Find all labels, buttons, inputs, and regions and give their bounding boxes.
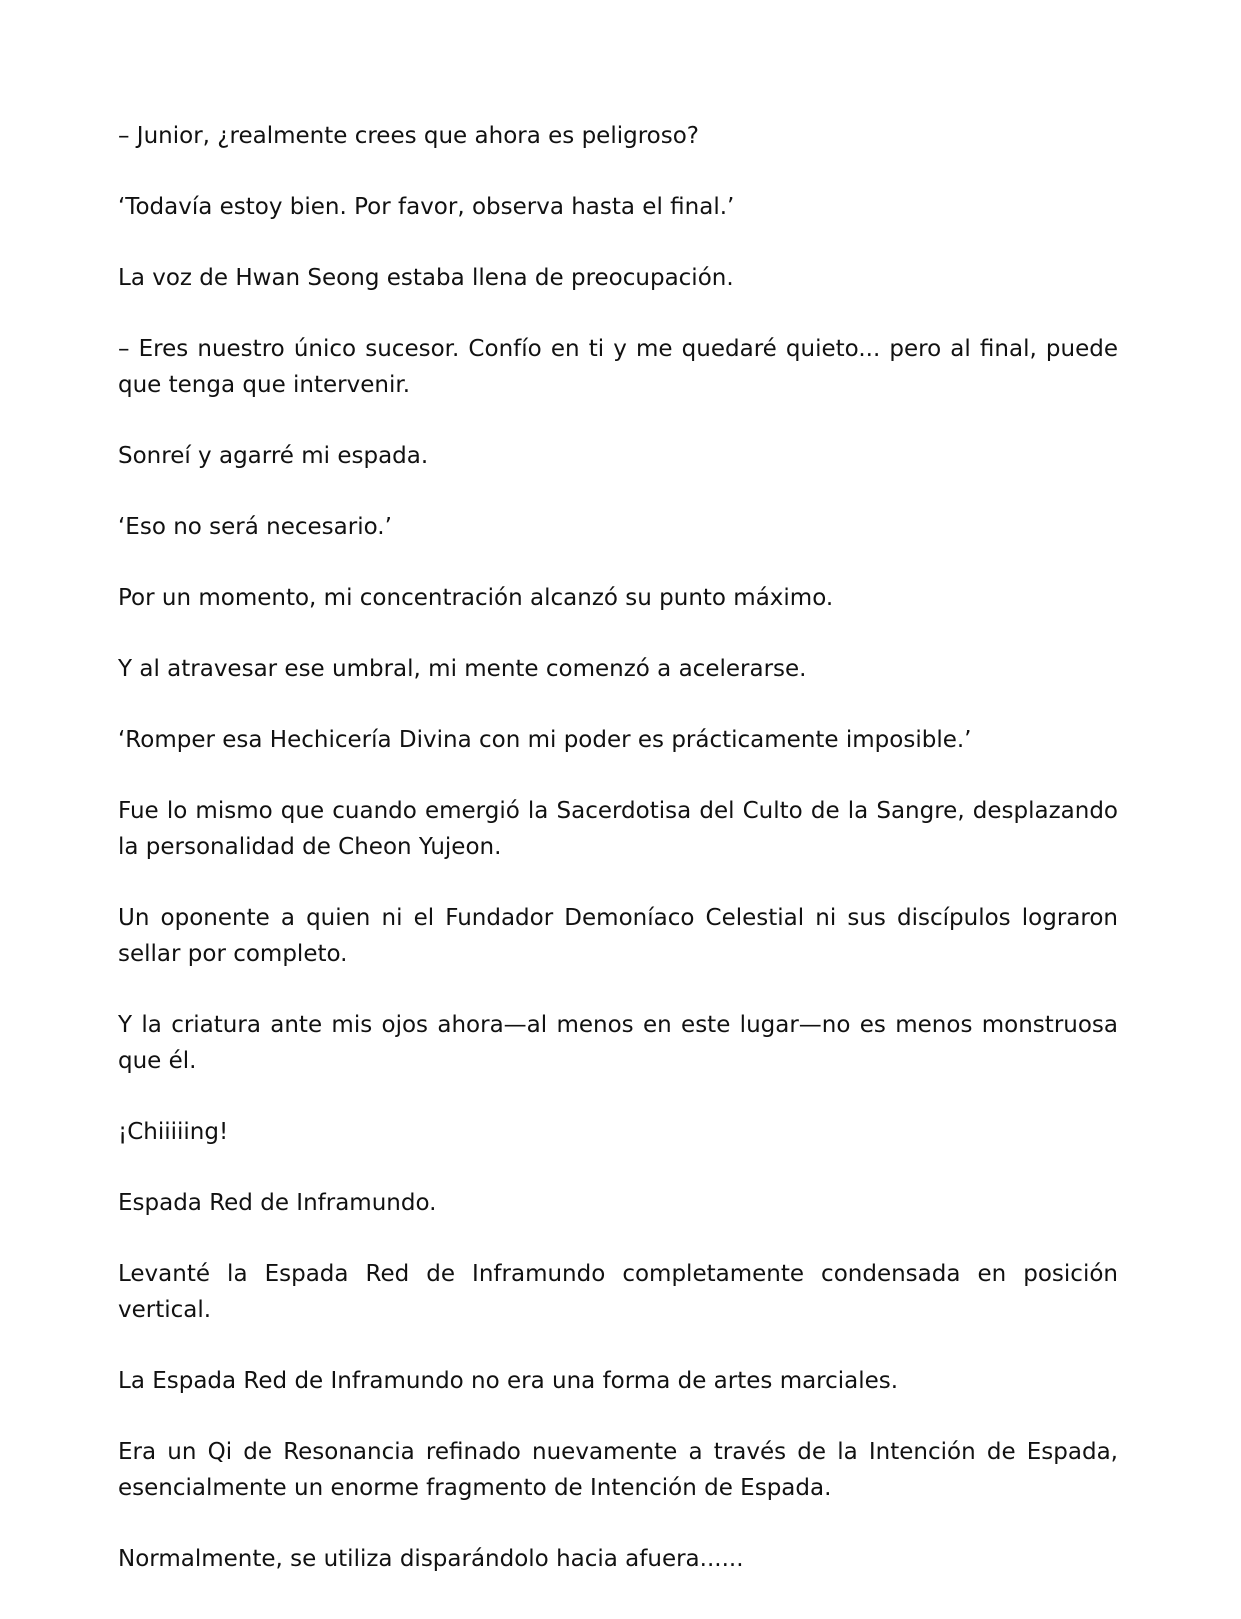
paragraph-resonance-qi: Era un Qi de Resonancia refinado nuevamente a través de la Intención de Espada, esencialmente un enorme fragmento de Intención de Espada. <box>118 1439 1118 1501</box>
paragraph-thought-not-necessary: ‘Eso no será necesario.’ <box>118 514 392 540</box>
document-body <box>118 118 1118 1612</box>
paragraph-hwan-seong-voice: La voz de Hwan Seong estaba llena de preocupación. <box>118 265 734 291</box>
paragraph-opponent-unsealed: Un oponente a quien ni el Fundador Demoníaco Celestial ni sus discípulos lograron sellar por completo. <box>118 905 1118 967</box>
paragraph-dialogue-successor: – Eres nuestro único sucesor. Confío en ti y me quedaré quieto... pero al final, puede que tenga que intervenir. <box>118 336 1118 398</box>
paragraph-technique-name: Espada Red de Inframundo. <box>118 1190 437 1216</box>
paragraph-thought-divine-sorcery: ‘Romper esa Hechicería Divina con mi poder es prácticamente imposible.’ <box>118 727 972 753</box>
paragraph-raise-sword: Levanté la Espada Red de Inframundo completamente condensada en posición vertical. <box>118 1261 1118 1323</box>
paragraph-thought-still-fine: ‘Todavía estoy bien. Por favor, observa hasta el final.’ <box>118 194 735 220</box>
paragraph-grab-sword: Sonreí y agarré mi espada. <box>118 443 429 469</box>
paragraph-mind-accelerates: Y al atravesar ese umbral, mi mente comenzó a acelerarse. <box>118 656 807 682</box>
paragraph-not-martial-art: La Espada Red de Inframundo no era una forma de artes marciales. <box>118 1368 899 1394</box>
paragraph-dialogue-junior: – Junior, ¿realmente crees que ahora es peligroso? <box>118 123 699 149</box>
paragraph-blood-cult-priestess: Fue lo mismo que cuando emergió la Sacerdotisa del Culto de la Sangre, desplazando la personalidad de Cheon Yujeon. <box>118 798 1118 860</box>
paragraph-concentration-peak: Por un momento, mi concentración alcanzó su punto máximo. <box>118 585 834 611</box>
paragraph-normally-fired: Normalmente, se utiliza disparándolo hacia afuera...... <box>118 1546 744 1572</box>
paragraph-creature-monstrous: Y la criatura ante mis ojos ahora—al menos en este lugar—no es menos monstruosa que él. <box>118 1012 1118 1074</box>
paragraph-sound-effect: ¡Chiiiiing! <box>118 1119 229 1145</box>
